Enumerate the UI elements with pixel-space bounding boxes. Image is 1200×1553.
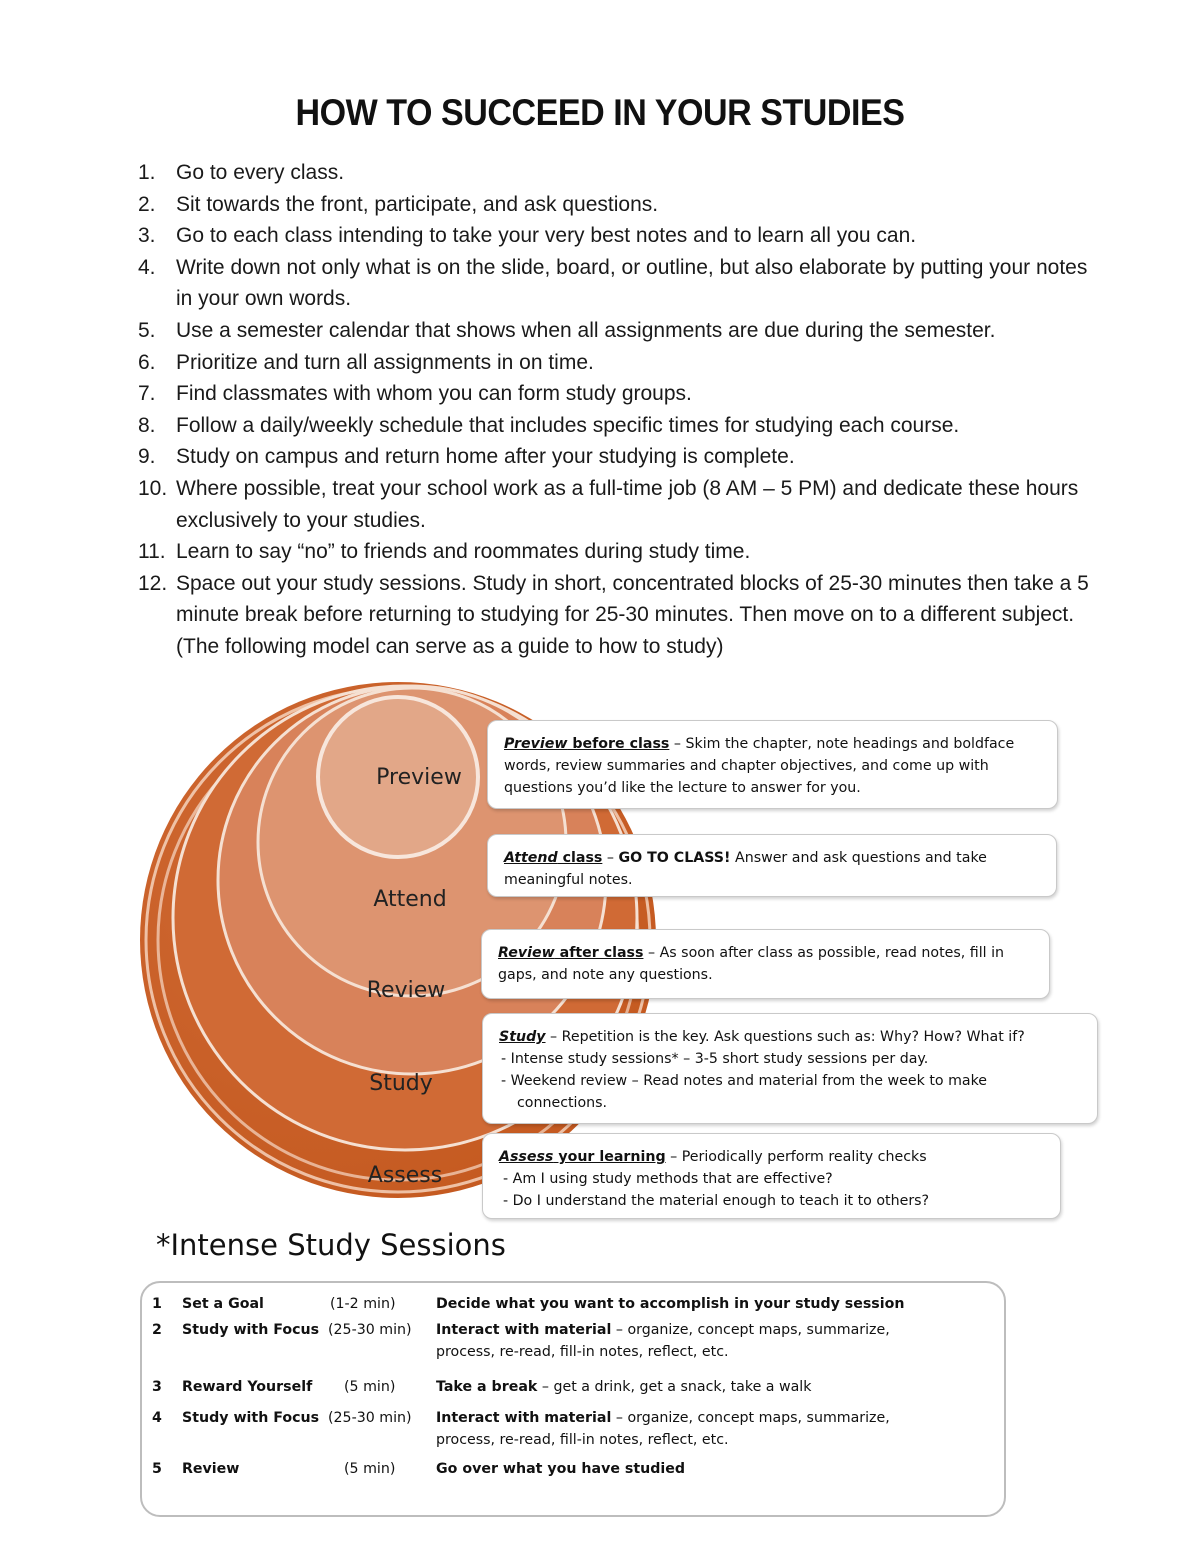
preview-body: – Skim the chapter, note headings and boldface words, review summaries and chapter objectives, and come up with questions you’d like the lecture to answer for you. [504, 736, 1015, 796]
row-number: 5 [152, 1461, 162, 1477]
item-text: Go to each class intending to take your very best notes and to learn all you can. [176, 224, 917, 248]
preview-head: Preview [504, 736, 568, 752]
study-item: - Intense study sessions* – 3-5 short study sessions per day. [501, 1051, 929, 1067]
assess-head: Assess [499, 1149, 554, 1165]
row-desc [436, 1458, 906, 1480]
item-number: 1. [138, 161, 156, 184]
sessions-title: *Intense Study Sessions [156, 1228, 506, 1262]
row-time: (5 min) [344, 1461, 396, 1477]
review-box [481, 929, 1050, 999]
row-step: Review [182, 1461, 240, 1477]
stage-label-attend: Attend [373, 887, 447, 912]
stage-label-assess: Assess [367, 1163, 443, 1188]
row-desc-rest: – organize, concept maps, summarize, process, re-read, fill-in notes, reflect, etc. [436, 1410, 890, 1448]
row-desc [436, 1407, 906, 1451]
row-number: 2 [152, 1322, 162, 1338]
row-step: Study with Focus [182, 1322, 320, 1338]
item-number: 7. [138, 382, 156, 406]
preview-box [487, 720, 1058, 809]
item-number: 8. [138, 413, 156, 437]
row-step: Study with Focus [182, 1410, 320, 1426]
assess-box [482, 1133, 1061, 1219]
item-text: Sit towards the front, participate, and ask questions. [176, 192, 659, 216]
item-number: 9. [138, 445, 156, 469]
attend-dash: – [602, 850, 619, 866]
row-time: (25-30 min) [328, 1322, 412, 1338]
attend-bold: GO TO CLASS! [618, 850, 731, 866]
review-head: Review [498, 945, 555, 961]
row-desc [436, 1293, 906, 1315]
row-step: Reward Yourself [182, 1379, 313, 1395]
attend-box [487, 834, 1057, 897]
row-number: 4 [152, 1410, 162, 1426]
row-time: (5 min) [344, 1379, 396, 1395]
item-text: Where possible, treat your school work as a full-time job (8 AM – 5 PM) and dedicate these hours exclusively to your studies. [176, 476, 1079, 532]
row-desc-bold: Go over what you have studied [436, 1461, 686, 1477]
review-head-rest: after class [554, 945, 644, 961]
item-text: Learn to say “no” to friends and roommates during study time. [176, 540, 751, 564]
row-desc [436, 1376, 906, 1398]
item-text: Study on campus and return home after your studying is complete. [176, 445, 795, 469]
item-number: 5. [138, 318, 156, 342]
item-text: Find classmates with whom you can form study groups. [176, 382, 692, 406]
attend-head-rest: class [557, 850, 603, 866]
row-desc [436, 1319, 906, 1363]
page-title: HOW TO SUCCEED IN YOUR STUDIES [295, 92, 905, 133]
study-box [482, 1013, 1098, 1124]
row-number: 1 [152, 1296, 162, 1312]
row-desc-rest: – get a drink, get a snack, take a walk [537, 1379, 812, 1395]
assess-item: - Am I using study methods that are effective? [503, 1171, 833, 1187]
row-desc-rest: – organize, concept maps, summarize, process, re-read, fill-in notes, reflect, etc. [436, 1322, 890, 1360]
stage-label-preview: Preview [376, 765, 462, 790]
preview-head-rest: before class [567, 736, 670, 752]
attend-head: Attend [504, 850, 558, 866]
row-desc-bold: Interact with material [436, 1410, 612, 1426]
item-number: 11. [138, 540, 166, 564]
row-desc-bold: Take a break [436, 1379, 538, 1395]
study-head: Study [499, 1029, 546, 1045]
item-number: 12. [138, 571, 168, 595]
item-text: Space out your study sessions. Study in short, concentrated blocks of 25-30 minutes then take a 5 minute break before returning to studying for 25-30 minutes. Then move on to a different subject. (The following model can serve as a guide to how to study) [176, 571, 1089, 658]
row-time: (25-30 min) [328, 1410, 412, 1426]
item-number: 2. [138, 192, 156, 216]
assess-body: – Periodically perform reality checks [665, 1149, 927, 1165]
study-item: - Weekend review – Read notes and material from the week to make connections. [501, 1073, 988, 1111]
item-text: Use a semester calendar that shows when all assignments are due during the semester. [176, 318, 996, 342]
attend-body: Answer and ask questions and take meaningful notes. [504, 850, 987, 888]
sessions-table [140, 1281, 1006, 1517]
item-text: Follow a daily/weekly schedule that includes specific times for studying each course. [176, 413, 960, 437]
item-number: 4. [138, 255, 156, 279]
row-desc-bold: Interact with material [436, 1322, 612, 1338]
row-desc-bold: Decide what you want to accomplish in your study session [436, 1296, 905, 1312]
assess-item: - Do I understand the material enough to teach it to others? [503, 1193, 930, 1209]
item-text: Go to every class. [176, 161, 345, 184]
review-body: – As soon after class as possible, read notes, fill in gaps, and note any questions. [498, 945, 1005, 983]
row-time: (1-2 min) [330, 1296, 396, 1312]
study-body: – Repetition is the key. Ask questions such as: Why? How? What if? [545, 1029, 1025, 1045]
stage-label-study: Study [369, 1071, 433, 1096]
item-number: 3. [138, 224, 156, 248]
row-step: Set a Goal [182, 1296, 264, 1312]
item-number: 6. [138, 350, 156, 374]
item-text: Prioritize and turn all assignments in on time. [176, 350, 594, 374]
stage-label-review: Review [366, 978, 446, 1003]
assess-head-rest: your learning [553, 1149, 666, 1165]
item-text: Write down not only what is on the slide, board, or outline, but also elaborate by putting your notes in your own words. [176, 255, 1088, 311]
item-number: 10. [138, 476, 168, 500]
row-number: 3 [152, 1379, 162, 1395]
